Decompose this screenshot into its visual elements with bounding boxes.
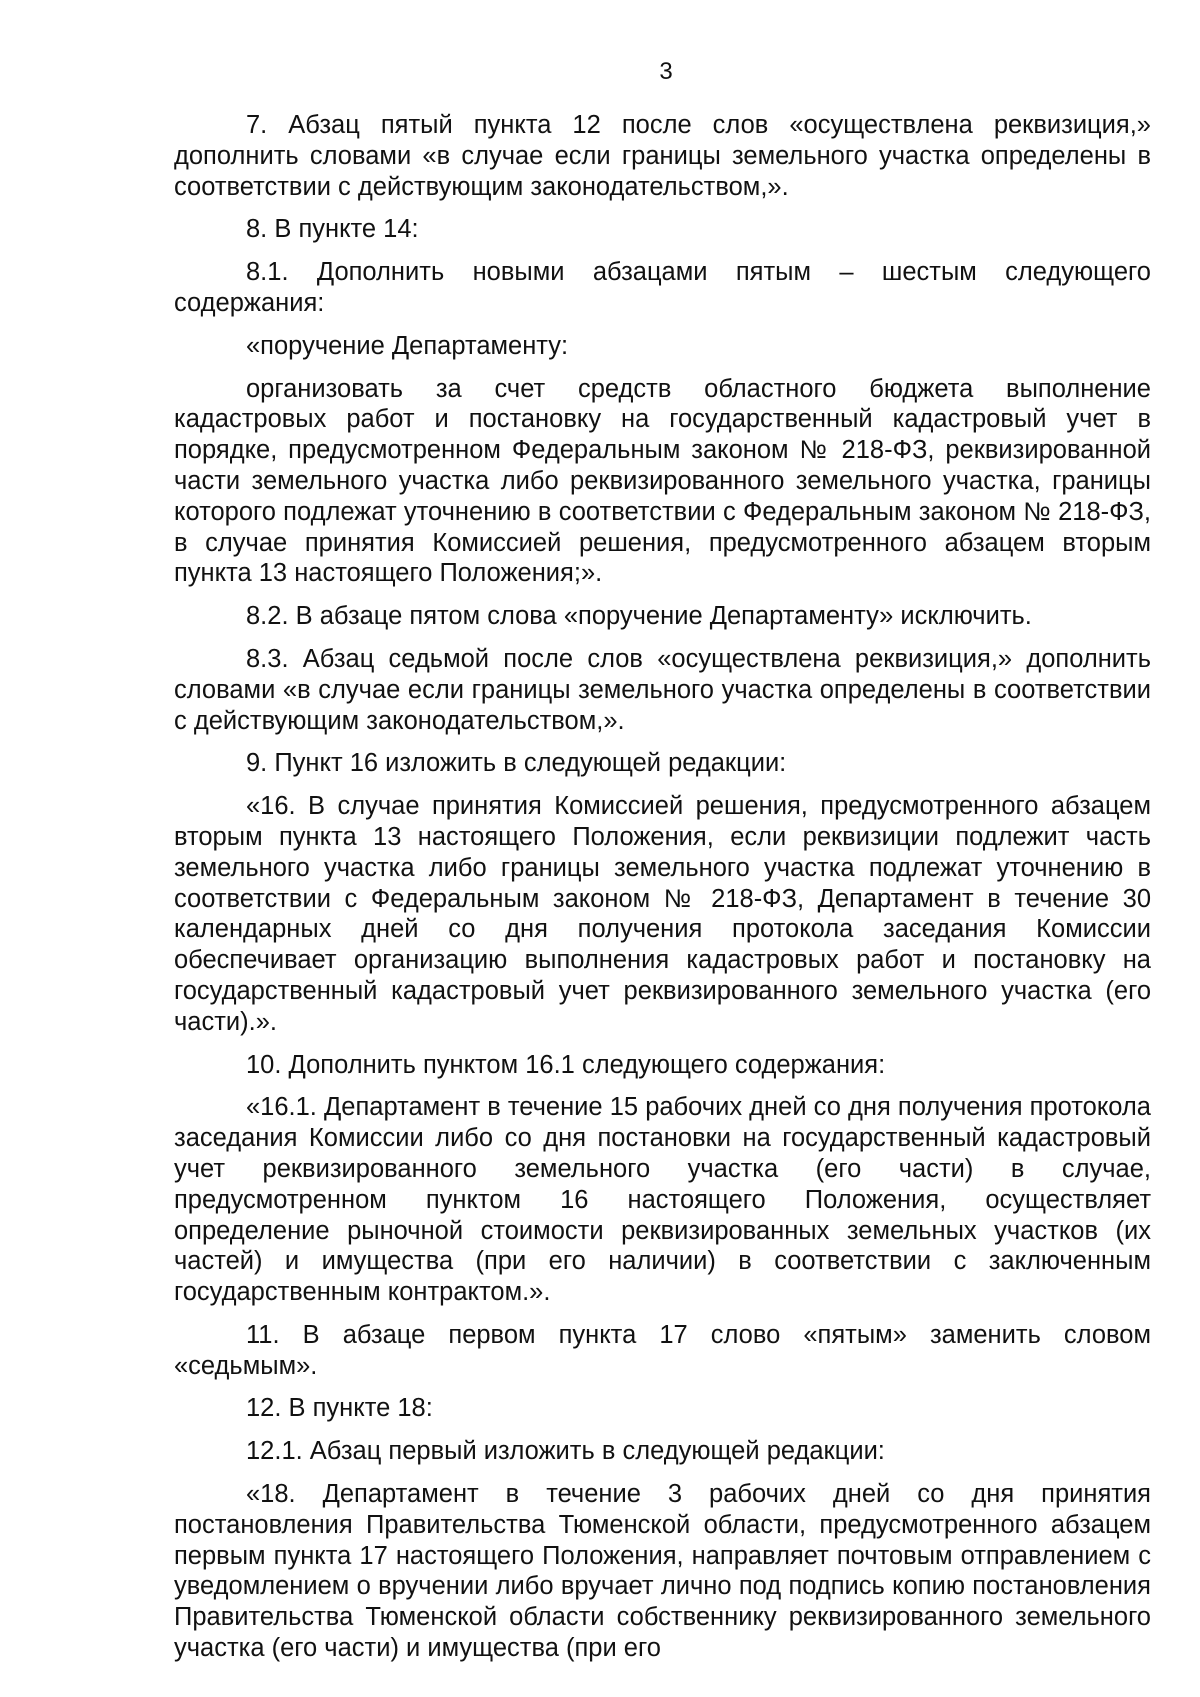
paragraph-quote-organize: организовать за счет средств областного бюджета выполнение кадастровых работ и постановку на государственный кадастровый учет в порядке, предусмотренном Федеральным законом № 218-ФЗ, реквизированной части земельного участка либо реквизированного земельного участка, границы которого подлежат уточнению в соответствии с Федеральным законом № 218-ФЗ, в случае принятия Комиссией решения, предусмотренного абзацем вторым пункта 13 настоящего Положения;». (174, 374, 1151, 588)
paragraph-12-1: 12.1. Абзац первый изложить в следующей редакции: (246, 1437, 885, 1466)
paragraph-quote-18: «18. Департамент в течение 3 рабочих дней со дня принятия постановления Правительства Тюменской области, предусмотренного абзацем первым пункта 17 настоящего Положения, направляет почтовым отправлением с уведомлением о вручении либо вручает лично под подпись копию постановления Правительства Тюменской области собственнику реквизированного земельного участка (его части) и имущества (при его (174, 1480, 1151, 1663)
paragraph-8-1: 8.1. Дополнить новыми абзацами пятым – шестым следующего содержания: (174, 258, 1151, 317)
document-body (174, 110, 1151, 1664)
paragraph-9: 9. Пункт 16 изложить в следующей редакции: (246, 749, 787, 778)
paragraph-11: 11. В абзаце первом пункта 17 слово «пятым» заменить словом «седьмым». (174, 1320, 1151, 1380)
paragraph-8-2: 8.2. В абзаце пятом слова «поручение Департаменту» исключить. (246, 602, 1032, 631)
paragraph-12: 12. В пункте 18: (246, 1394, 433, 1423)
paragraph-quote-16: «16. В случае принятия Комиссией решения, предусмотренного абзацем вторым пункта 13 настоящего Положения, если реквизиции подлежит часть земельного участка либо границы земельного участка подлежат уточнению в соответствии с Федеральным законом № 218-ФЗ, Департамент в течение 30 календарных дней со дня получения протокола заседания Комиссии обеспечивает организацию выполнения кадастровых работ и постановку на государственный кадастровый учет реквизированного земельного участка (его части).». (174, 792, 1151, 1036)
paragraph-8-3: 8.3. Абзац седьмой после слов «осуществлена реквизиция,» дополнить словами «в случае если границы земельного участка определены в соответствии с действующим законодательством,». (174, 644, 1151, 735)
paragraph-quote-16-1: «16.1. Департамент в течение 15 рабочих дней со дня получения протокола заседания Комиссии либо со дня постановки на государственный кадастровый учет реквизированного земельного участка (его части) в случае, предусмотренном пунктом 16 настоящего Положения, осуществляет определение рыночной стоимости реквизированных земельных участков (их частей) и имущества (при его наличии) в соответствии с заключенным государственным контрактом.». (174, 1093, 1151, 1307)
page-number: 3 (659, 58, 673, 85)
paragraph-7: 7. Абзац пятый пункта 12 после слов «осуществлена реквизиция,» дополнить словами «в случае если границы земельного участка определены в соответствии с действующим законодательством,». (174, 111, 1151, 201)
paragraph-10: 10. Дополнить пунктом 16.1 следующего содержания: (246, 1050, 886, 1079)
paragraph-8: 8. В пункте 14: (246, 215, 419, 244)
paragraph-quote-instruction: «поручение Департаменту: (246, 331, 569, 360)
